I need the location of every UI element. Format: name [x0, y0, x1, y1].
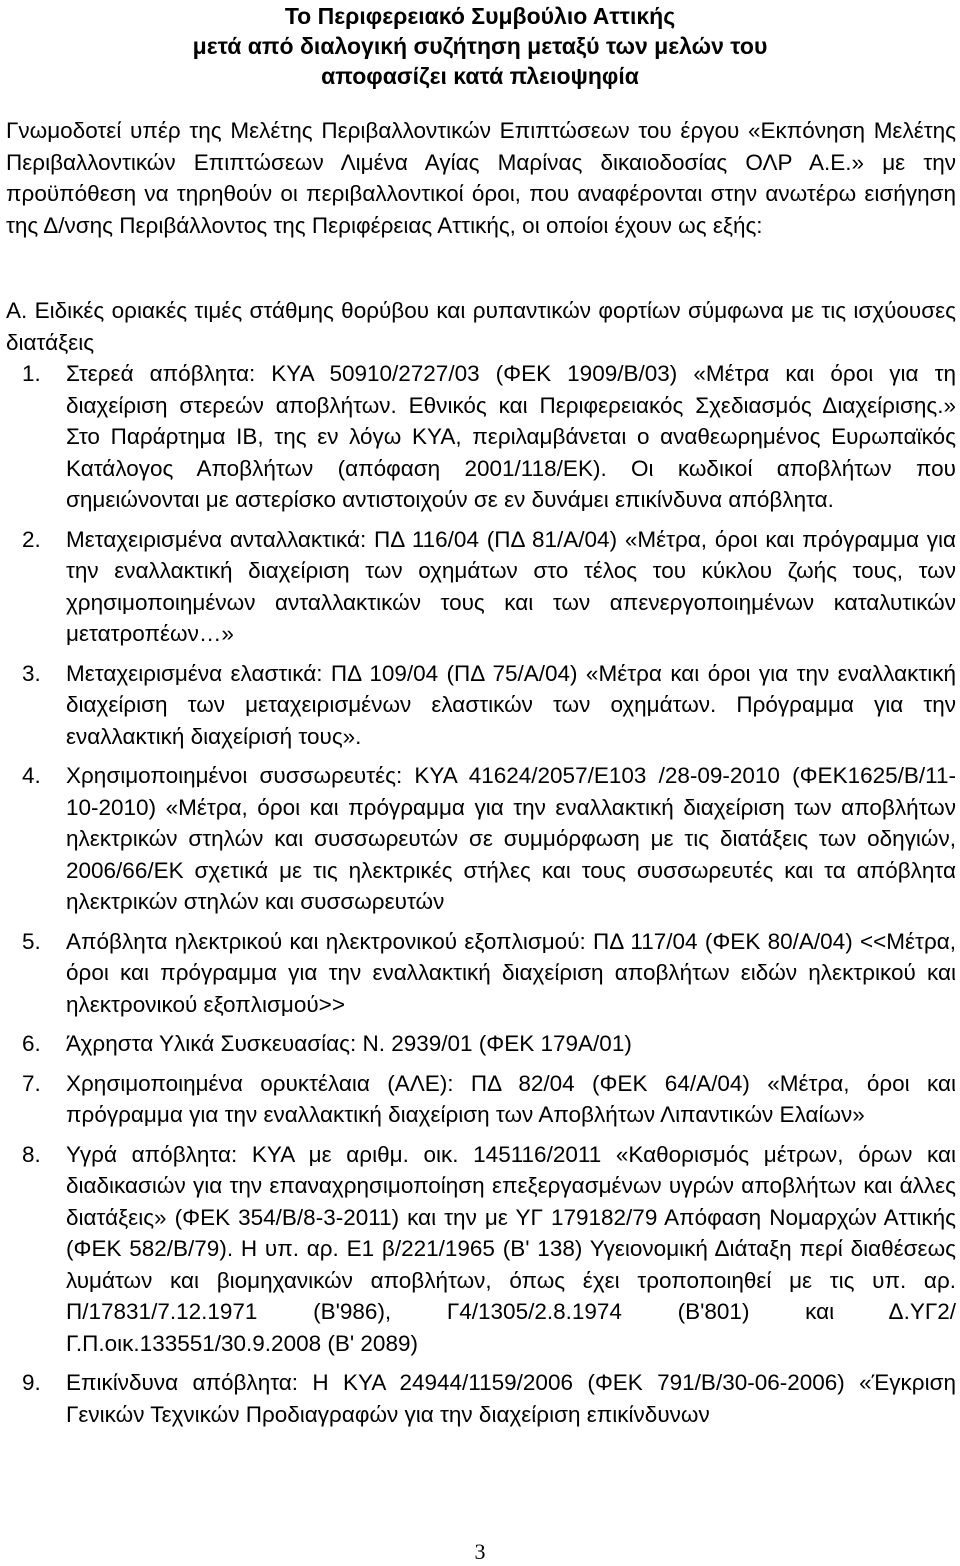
list-item — [6, 524, 956, 650]
list-item — [6, 1068, 956, 1131]
list-item-text: Άχρηστα Υλικά Συσκευασίας: Ν. 2939/01 (ΦΕΚ 179Α/01) — [66, 1031, 632, 1056]
list-item — [6, 926, 956, 1021]
header-line-3: αποφασίζει κατά πλειοψηφία — [321, 63, 639, 89]
list-item-number: 3. — [22, 660, 41, 686]
list-item-text: Υγρά απόβλητα: ΚΥΑ με αριθμ. οικ. 145116/2011 «Καθορισμός μέτρων, όρων και διαδικασιών για την επαναχρησιμοποίηση επεξεργασμένων υγρών αποβλήτων και άλλες διατάξεις» (ΦΕΚ 354/Β/8-3-2011) και την με ΥΓ 179182/79 Απόφαση Νομαρχών Αττικής (ΦΕΚ 582/Β/79). Η υπ. αρ. Ε1 β/221/1965 (Β' 138) Υγειονομική Διάταξη περί διαθέσεως λυμάτων και βιομηχανικών αποβλήτων, όπως έχει τροποποιηθεί με τις υπ. αρ. Π/17831/7.12.1971 (Β'986), Γ4/1305/2.8.1974 (Β'801) και Δ.ΥΓ2/Γ.Π.οικ.133551/30.9.2008 (Β' 2089) — [66, 1141, 956, 1356]
list-item-number: 7. — [22, 1070, 41, 1096]
list-item-number: 1. — [22, 361, 41, 386]
list-item-number: 9. — [22, 1370, 41, 1395]
list-item-number: 5. — [22, 928, 41, 954]
list-item-text: Χρησιμοποιημένα ορυκτέλαια (ΑΛΕ): ΠΔ 82/04 (ΦΕΚ 64/Α/04) «Μέτρα, όροι και πρόγραμμα για την εναλλακτική διαχείριση των Αποβλήτων Λιπαντικών Ελαίων» — [66, 1070, 956, 1127]
list-item — [6, 658, 956, 753]
list-item — [6, 1367, 956, 1430]
list-item — [6, 760, 956, 918]
list-item-number: 4. — [22, 763, 41, 788]
list-item-number: 2. — [22, 526, 41, 552]
list-item-text: Μεταχειρισμένα ελαστικά: ΠΔ 109/04 (ΠΔ 75/Α/04) «Μέτρα και όροι για την εναλλακτική διαχείριση των μεταχειρισμένων ελαστικών των οχημάτων. Πρόγραμμα για την εναλλακτική διαχείρισή τους». — [66, 660, 956, 749]
list-item-number: 8. — [22, 1141, 41, 1167]
section-a-heading: Α. Ειδικές οριακές τιμές στάθμης θορύβου και ρυπαντικών φορτίων σύμφωνα με τις ισχύουσες διατάξεις — [6, 298, 956, 355]
list-item-text: Χρησιμοποιημένοι συσσωρευτές: ΚΥΑ 41624/2057/Ε103 /28-09-2010 (ΦΕΚ1625/Β/11-10-2010) «Μέτρα, όροι και πρόγραμμα για την εναλλακτική διαχείριση των αποβλήτων ηλεκτρικών στηλών και συσσωρευτών σε συμμόρφωση με τις διατάξεις των οδηγιών, 2006/66/ΕΚ σχετικά με τις ηλεκτρικές στήλες και τους συσσωρευτές και τα απόβλητα ηλεκτρικών στηλών και συσσωρευτών — [66, 763, 956, 914]
list-item — [6, 1139, 956, 1360]
page-number: 3 — [474, 1539, 486, 1564]
header-line-1: Το Περιφερειακό Συμβούλιο Αττικής — [284, 3, 676, 29]
list-item-text: Μεταχειρισμένα ανταλλακτικά: ΠΔ 116/04 (ΠΔ 81/Α/04) «Μέτρα, όροι και πρόγραμμα για την εναλλακτική διαχείριση των οχημάτων στο τέλος του κύκλου ζωής τους, των χρησιμοποιημένων ανταλλακτικών τους και των απενεργοποιημένων καταλυτικών μετατροπέων…» — [66, 526, 956, 646]
list-item-number: 6. — [22, 1031, 41, 1056]
waste-regulations-list — [6, 358, 956, 1430]
list-item-text: Επικίνδυνα απόβλητα: Η ΚΥΑ 24944/1159/2006 (ΦΕΚ 791/Β/30-06-2006) «Έγκριση Γενικών Τεχνικών Προδιαγραφών για την διαχείριση επικίνδυνων — [66, 1370, 956, 1427]
list-item — [6, 358, 956, 516]
list-item — [6, 1028, 956, 1060]
document-header — [0, 0, 960, 91]
list-item-text: Στερεά απόβλητα: ΚΥΑ 50910/2727/03 (ΦΕΚ 1909/Β/03) «Μέτρα και όροι για τη διαχείριση στερεών αποβλήτων. Εθνικός και Περιφερειακός Σχεδιασμός Διαχείρισης.» Στο Παράρτημα ΙΒ, της εν λόγω ΚΥΑ, περιλαμβάνεται ο αναθεωρημένος Ευρωπαϊκός Κατάλογος Αποβλήτων (απόφαση 2001/118/ΕΚ). Οι κωδικοί αποβλήτων που σημειώνονται με αστερίσκο αντιστοιχούν σε εν δυνάμει επικίνδυνα απόβλητα. — [66, 361, 956, 512]
header-line-2: μετά από διαλογική συζήτηση μεταξύ των μελών του — [192, 33, 768, 59]
intro-paragraph: Γνωμοδοτεί υπέρ της Μελέτης Περιβαλλοντικών Επιπτώσεων του έργου «Εκπόνηση Μελέτης Περιβαλλοντικών Επιπτώσεων Λιμένα Αγίας Μαρίνας δικαιοδοσίας ΟΛΡ Α.Ε.» με την προϋπόθεση να τηρηθούν οι περιβαλλοντικοί όροι, που αναφέρονται στην ανωτέρω εισήγηση της Δ/νσης Περιβάλλοντος της Περιφέρειας Αττικής, οι οποίοι έχουν ως εξής: — [6, 118, 956, 238]
list-item-text: Απόβλητα ηλεκτρικού και ηλεκτρονικού εξοπλισμού: ΠΔ 117/04 (ΦΕΚ 80/Α/04) <<Μέτρα, όροι και πρόγραμμα για την εναλλακτική διαχείριση αποβλήτων ειδών ηλεκτρικού και ηλεκτρονικού εξοπλισμού>> — [66, 928, 956, 1017]
